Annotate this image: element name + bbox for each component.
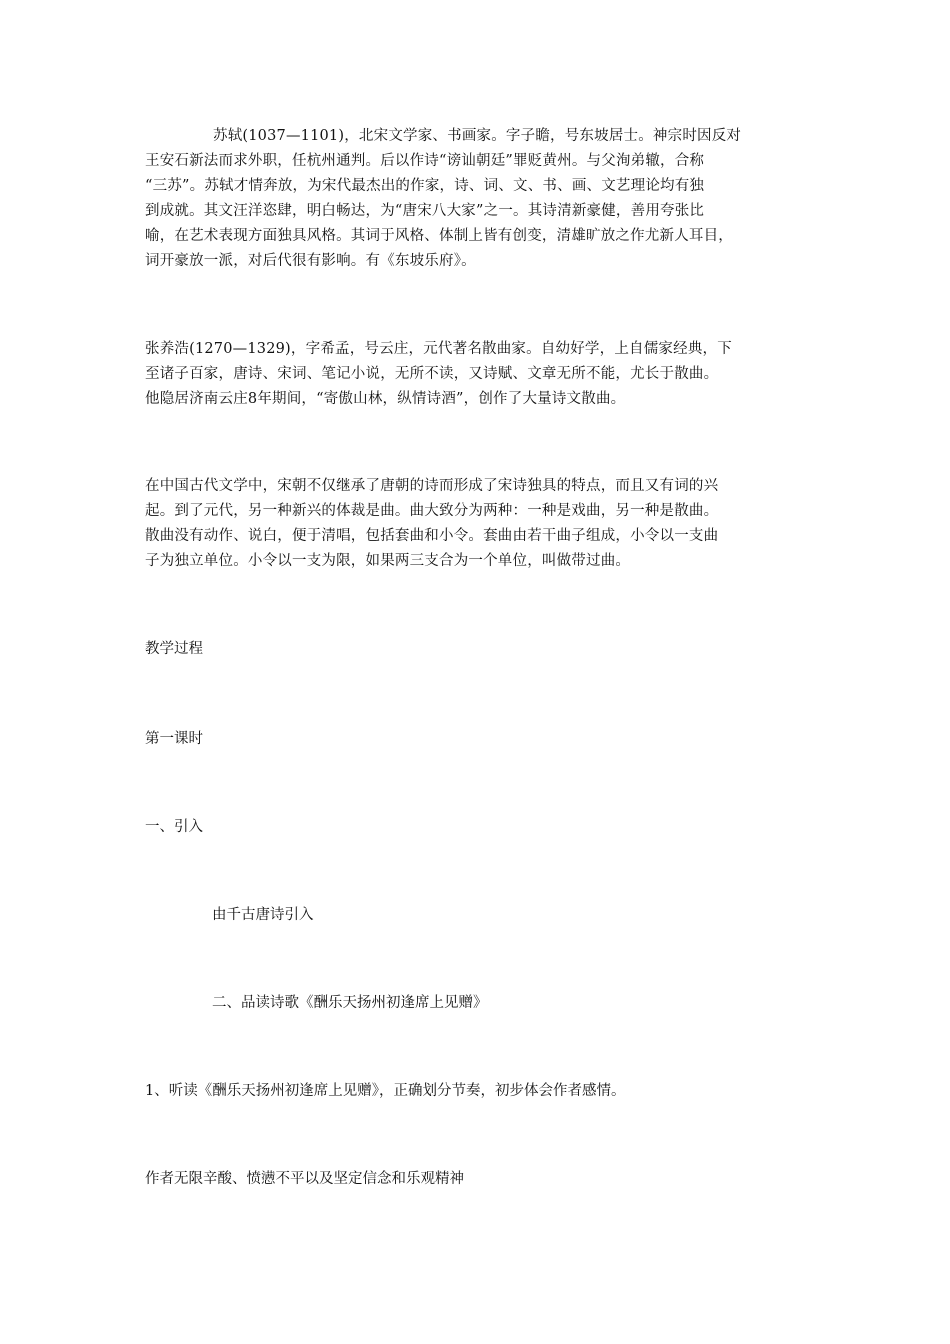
text-line: 喻，在艺术表现方面独具风格。其词于风格、体制上皆有创变，清雄旷放之作尤新人耳目，	[145, 228, 733, 244]
zhang-paragraph	[145, 337, 805, 412]
text-line: “三苏”。苏轼才情奔放，为宋代最杰出的作家，诗、词、文、书、画、文艺理论均有独	[145, 178, 705, 194]
text-line: 子为独立单位。小令以一支为限，如果两三支合为一个单位，叫做带过曲。	[145, 553, 631, 569]
sushi-paragraph	[145, 124, 805, 274]
text-line: 苏轼(1037—1101)，北宋文学家、书画家。字子瞻，号东坡居士。神宗时因反对	[213, 128, 742, 144]
text-line: 散曲没有动作、说白，便于清唱，包括套曲和小令。套曲由若干曲子组成，小令以一支曲	[145, 528, 719, 544]
text-line: 在中国古代文学中，宋朝不仅继承了唐朝的诗而形成了宋诗独具的特点，而且又有词的兴	[145, 478, 719, 494]
text-line: 王安石新法而求外职，任杭州通判。后以作诗“谤讪朝廷”罪贬黄州。与父洵弟辙，合称	[145, 153, 705, 169]
heading-lesson-one: 第一课时	[145, 731, 203, 747]
text-line: 张养浩(1270—1329)，字希孟，号云庄，元代著名散曲家。自幼好学，上自儒家经典，下	[145, 341, 732, 357]
emotion-text: 作者无限辛酸、愤懑不平以及坚定信念和乐观精神	[145, 1171, 464, 1187]
text-line: 到成就。其文汪洋恣肆，明白畅达，为“唐宋八大家”之一。其诗清新豪健，善用夸张比	[145, 203, 705, 219]
heading-teaching-process: 教学过程	[145, 641, 203, 657]
text-line: 他隐居济南云庄8年期间，“寄傲山林，纵情诗酒”，创作了大量诗文散曲。	[145, 391, 626, 407]
text-line: 至诸子百家，唐诗、宋词、笔记小说，无所不读，又诗赋、文章无所不能，尤长于散曲。	[145, 366, 719, 382]
step-one-text: 1、听读《酬乐天扬州初逢席上见赠》，正确划分节奏，初步体会作者感情。	[145, 1083, 626, 1099]
heading-section-reading: 二、品读诗歌《酬乐天扬州初逢席上见赠》	[212, 995, 488, 1011]
literature-paragraph	[145, 474, 805, 574]
heading-section-intro: 一、引入	[145, 819, 203, 835]
intro-text: 由千古唐诗引入	[212, 907, 314, 923]
text-line: 起。到了元代，另一种新兴的体裁是曲。曲大致分为两种：一种是戏曲，另一种是散曲。	[145, 503, 719, 519]
text-line: 词开豪放一派，对后代很有影响。有《东坡乐府》。	[145, 253, 476, 269]
